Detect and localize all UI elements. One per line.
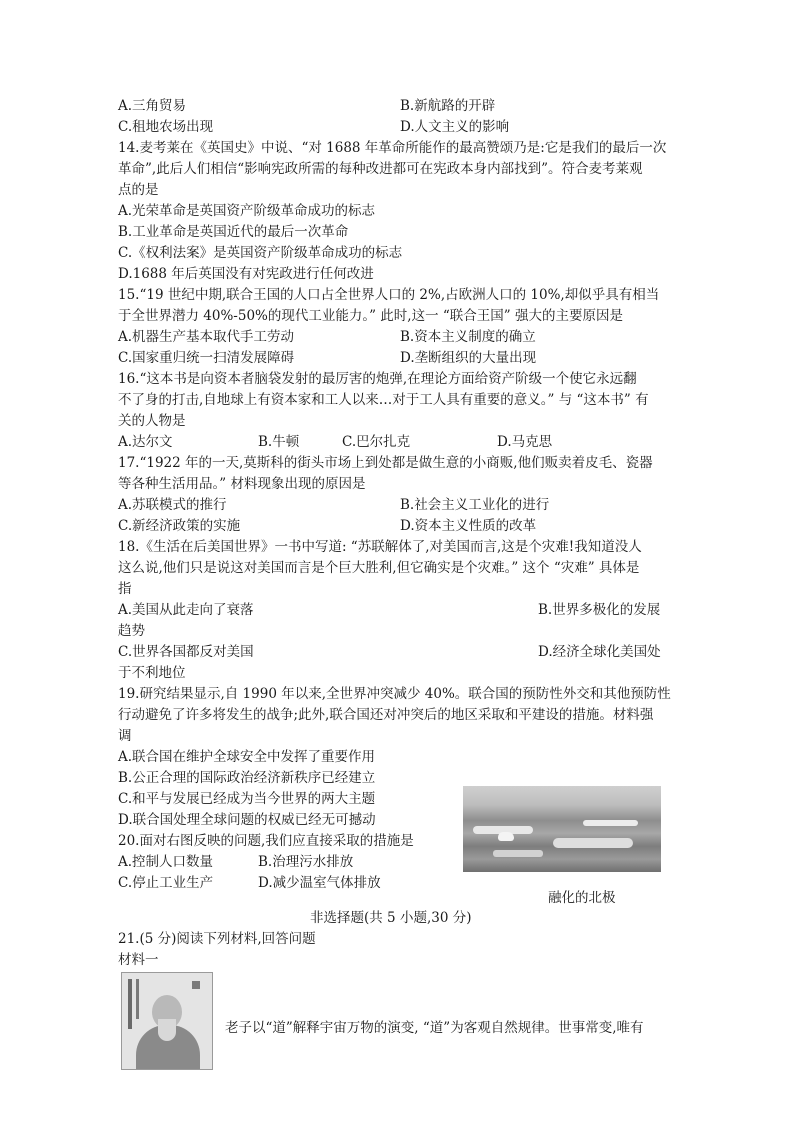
polar-bear-figure (498, 832, 514, 841)
option-14-c: C.《权利法案》是英国资产阶级革命成功的标志 (118, 245, 403, 261)
ice-floe (553, 838, 633, 848)
material-one-label: 材料一 (118, 952, 159, 968)
option-15-d: D.垄断组织的大量出现 (400, 350, 537, 366)
option-16-d: D.马克思 (497, 434, 553, 450)
question-14-line-1: 14.麦考莱在《英国史》中说、“对 1688 年革命所能作的最高赞颂乃是:它是我们的最后一次 (118, 140, 667, 156)
option-15-c: C.国家重归统一扫清发展障碍 (118, 350, 295, 366)
option-14-b: B.工业革命是英国近代的最后一次革命 (118, 224, 349, 240)
option-17-b: B.社会主义工业化的进行 (400, 497, 550, 513)
option-18-b-cont: 趋势 (118, 623, 145, 639)
photo-caption: 融化的北极 (548, 890, 616, 906)
question-16-line-2: 不了身的打击,自地球上有资本家和工人以来…对于工人具有重要的意义。” 与 “这本书” 有 (118, 392, 649, 408)
question-21-line-1: 21.(5 分)阅读下列材料,回答问题 (118, 931, 316, 947)
question-17-line-1: 17.“1922 年的一天,莫斯科的街头市场上到处都是做生意的小商贩,他们贩卖着皮毛、瓷器 (118, 455, 653, 471)
ice-floe (583, 820, 638, 826)
option-18-a: A.美国从此走向了衰落 (118, 602, 254, 618)
option-19-b: B.公正合理的国际政治经济新秩序已经建立 (118, 770, 376, 786)
option-17-c: C.新经济政策的实施 (118, 518, 241, 534)
option-20-d: D.减少温室气体排放 (258, 875, 381, 891)
option-20-c: C.停止工业生产 (118, 875, 214, 891)
option-18-b: B.世界多极化的发展 (538, 602, 661, 618)
ice-floe (493, 850, 543, 857)
laozi-portrait-image (121, 972, 213, 1070)
option-15-a: A.机器生产基本取代手工劳动 (118, 329, 295, 345)
question-18-line-2: 这么说,他们只是说这对美国而言是个巨大胜利,但它确实是个灾难。” 这个 “灾难” 具体是 (118, 560, 640, 576)
calligraphy-mark (136, 979, 139, 1019)
seal-mark (192, 981, 200, 989)
option-16-c: C.巴尔扎克 (342, 434, 411, 450)
option-14-a: A.光荣革命是英国资产阶级革命成功的标志 (118, 203, 376, 219)
option-16-a: A.达尔文 (118, 434, 173, 450)
option-17-d: D.资本主义性质的改革 (400, 518, 537, 534)
question-17-line-2: 等各种生活用品。” 材料现象出现的原因是 (118, 476, 366, 492)
question-19-line-3: 调 (118, 728, 132, 744)
beard-shape (158, 1019, 176, 1041)
option-19-c: C.和平与发展已经成为当今世界的两大主题 (118, 791, 376, 807)
option-13-c: C.租地农场出现 (118, 119, 214, 135)
material-one-text: 老子以“道”解释宇宙万物的演变, “道”为客观自然规律。世事常变,唯有 (225, 1020, 644, 1036)
option-14-d: D.1688 年后英国没有对宪政进行任何改进 (118, 266, 374, 282)
option-20-b: B.治理污水排放 (258, 854, 354, 870)
question-19-line-1: 19.研究结果显示,自 1990 年以来,全世界冲突减少 40%。联合国的预防性外交和其他预防性 (118, 686, 671, 702)
option-16-b: B.牛顿 (258, 434, 300, 450)
question-20-line-1: 20.面对右图反映的问题,我们应直接采取的措施是 (118, 833, 414, 849)
question-14-line-2: 革命”,此后人们相信“影响宪政所需的每种改进都可在宪政本身内部找到”。符合麦考莱观 (118, 161, 643, 177)
question-16-line-1: 16.“这本书是向资本者脑袋发射的最厉害的炮弹,在理论方面给资产阶级一个使它永远翻 (118, 371, 637, 387)
question-19-line-2: 行动避免了许多将发生的战争;此外,联合国还对冲突后的地区采取和平建设的措施。材料强 (118, 707, 654, 723)
section-heading: 非选择题(共 5 小题,30 分) (310, 910, 472, 926)
option-15-b: B.资本主义制度的确立 (400, 329, 536, 345)
option-18-d-cont: 于不利地位 (118, 665, 186, 681)
option-18-c: C.世界各国都反对美国 (118, 644, 254, 660)
question-15-line-2: 于全世界潜力 40%-50%的现代工业能力。” 此时,这一 “联合王国” 强大的主要原因是 (118, 308, 623, 324)
option-13-a: A.三角贸易 (118, 98, 187, 114)
melting-arctic-photo (463, 786, 661, 872)
option-13-d: D.人文主义的影响 (400, 119, 510, 135)
option-19-d: D.联合国处理全球问题的权威已经无可撼动 (118, 812, 376, 828)
question-18-line-3: 指 (118, 581, 132, 597)
calligraphy-mark (128, 979, 132, 1029)
option-13-b: B.新航路的开辟 (400, 98, 496, 114)
option-17-a: A.苏联模式的推行 (118, 497, 227, 513)
question-18-line-1: 18.《生活在后美国世界》一书中写道: “苏联解体了,对美国而言,这是个灾难!我知道没人 (118, 539, 642, 555)
question-14-line-3: 点的是 (118, 182, 159, 198)
option-18-d: D.经济全球化美国处 (538, 644, 661, 660)
option-19-a: A.联合国在维护全球安全中发挥了重要作用 (118, 749, 376, 765)
question-16-line-3: 关的人物是 (118, 413, 186, 429)
option-20-a: A.控制人口数量 (118, 854, 214, 870)
question-15-line-1: 15.“19 世纪中期,联合王国的人口占全世界人口的 2%,占欧洲人口的 10%,却似乎具有相当 (118, 287, 660, 303)
